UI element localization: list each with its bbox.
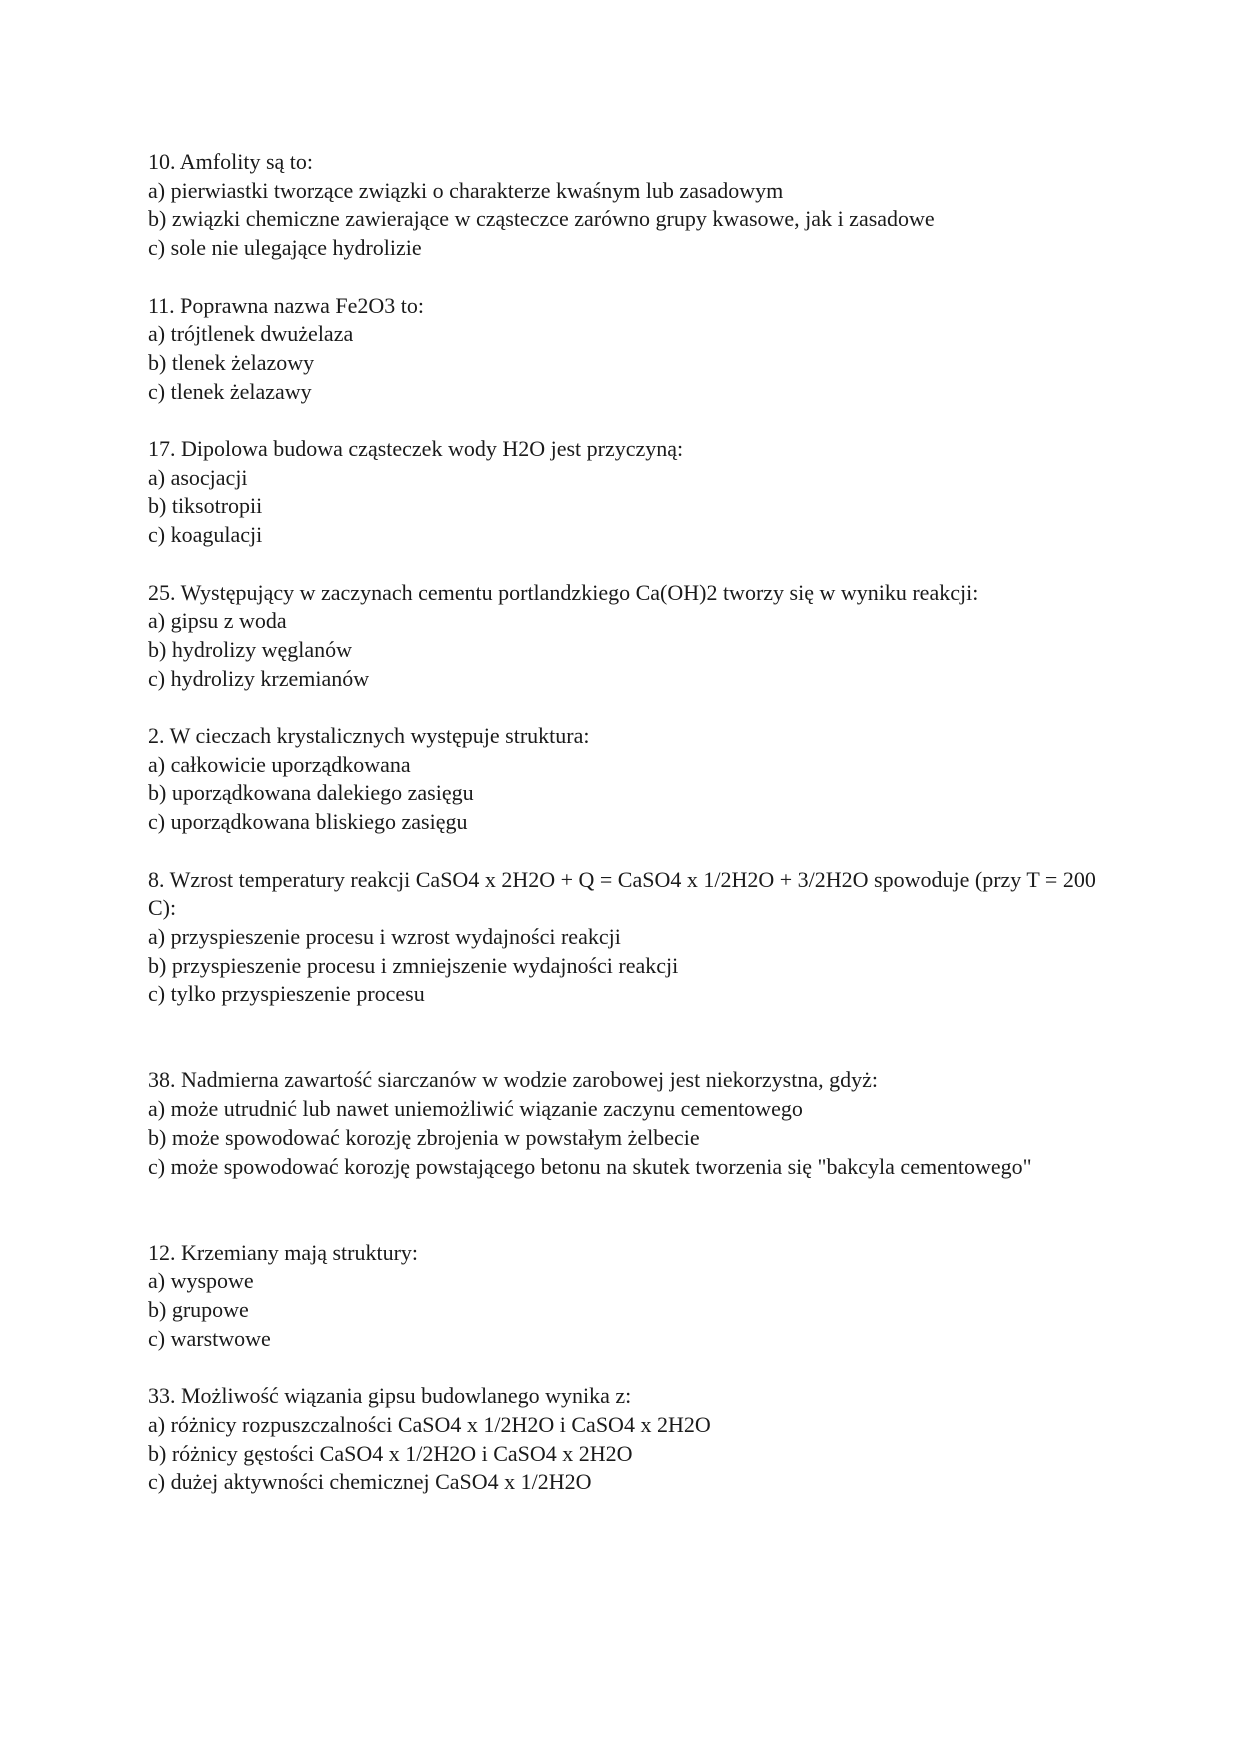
question-text: 12. Krzemiany mają struktury: [148,1239,419,1265]
question-text: 38. Nadmierna zawartość siarczanów w wodzie zarobowej jest niekorzystna, gdyż: [148,1067,878,1093]
spacer [148,1353,1108,1382]
answer-option-a: a) wyspowe [148,1268,254,1294]
question-text: 33. Możliwość wiązania gipsu budowlanego wynika z: [148,1383,632,1409]
question-38 [148,1066,1108,1181]
answer-option-a: a) może utrudnić lub nawet uniemożliwić wiązanie zaczynu cementowego [148,1096,803,1122]
answer-option-a: a) przyspieszenie procesu i wzrost wydajności reakcji [148,923,621,949]
question-8 [148,866,1108,1010]
answer-option-c: c) sole nie ulegające hydrolizie [148,235,422,261]
answer-option-a: a) całkowicie uporządkowana [148,751,411,777]
answer-option-a: a) gipsu z woda [148,608,287,634]
answer-option-b: b) uporządkowana dalekiego zasięgu [148,780,474,806]
answer-option-a: a) pierwiastki tworzące związki o charakterze kwaśnym lub zasadowym [148,177,784,203]
spacer [148,1181,1108,1238]
question-33 [148,1382,1108,1497]
spacer [148,1009,1108,1066]
question-10 [148,148,1108,263]
question-25 [148,579,1108,694]
question-text: 11. Poprawna nazwa Fe2O3 to: [148,292,424,318]
spacer [148,263,1108,292]
question-text: 2. W cieczach krystalicznych występuje struktura: [148,723,590,748]
answer-option-a: a) trójtlenek dwużelaza [148,321,354,347]
question-text: 25. Występujący w zaczynach cementu portlandzkiego Ca(OH)2 tworzy się w wyniku reakcji: [148,579,979,605]
answer-option-b: b) może spowodować korozję zbrojenia w powstałym żelbecie [148,1124,700,1150]
answer-option-b: b) tlenek żelazowy [148,349,315,375]
answer-option-c: c) uporządkowana bliskiego zasięgu [148,809,468,835]
answer-option-c: c) hydrolizy krzemianów [148,665,370,691]
answer-option-c: c) tlenek żelazawy [148,378,312,404]
answer-option-c: c) może spowodować korozję powstającego betonu na skutek tworzenia się "bakcyla cementowego" [148,1153,1032,1179]
answer-option-b: b) tiksotropii [148,493,263,519]
answer-option-c: c) warstwowe [148,1325,271,1351]
question-text: 10. Amfolity są to: [148,149,313,174]
spacer [148,837,1108,866]
answer-option-a: a) asocjacji [148,464,248,490]
answer-option-b: b) hydrolizy węglanów [148,636,353,662]
answer-option-b: b) różnicy gęstości CaSO4 x 1/2H2O i CaSO4 x 2H2O [148,1440,633,1466]
question-text: 8. Wzrost temperatury reakcji CaSO4 x 2H2O + Q = CaSO4 x 1/2H2O + 3/2H2O spowoduje (przy T = 200 C): [148,866,1096,921]
answer-option-c: c) tylko przyspieszenie procesu [148,981,425,1007]
question-12 [148,1239,1108,1354]
question-11 [148,292,1108,407]
spacer [148,550,1108,579]
question-text: 17. Dipolowa budowa cząsteczek wody H2O jest przyczyną: [148,436,684,461]
answer-option-b: b) grupowe [148,1297,249,1323]
question-list [148,148,1108,1497]
answer-option-a: a) różnicy rozpuszczalności CaSO4 x 1/2H2O i CaSO4 x 2H2O [148,1411,711,1437]
answer-option-b: b) związki chemiczne zawierające w cząsteczce zarówno grupy kwasowe, jak i zasadowe [148,206,935,232]
answer-option-c: c) koagulacji [148,522,263,548]
question-2 [148,722,1108,837]
answer-option-b: b) przyspieszenie procesu i zmniejszenie wydajności reakcji [148,952,679,978]
question-17 [148,435,1108,550]
spacer [148,693,1108,722]
spacer [148,406,1108,435]
answer-option-c: c) dużej aktywności chemicznej CaSO4 x 1/2H2O [148,1469,592,1495]
